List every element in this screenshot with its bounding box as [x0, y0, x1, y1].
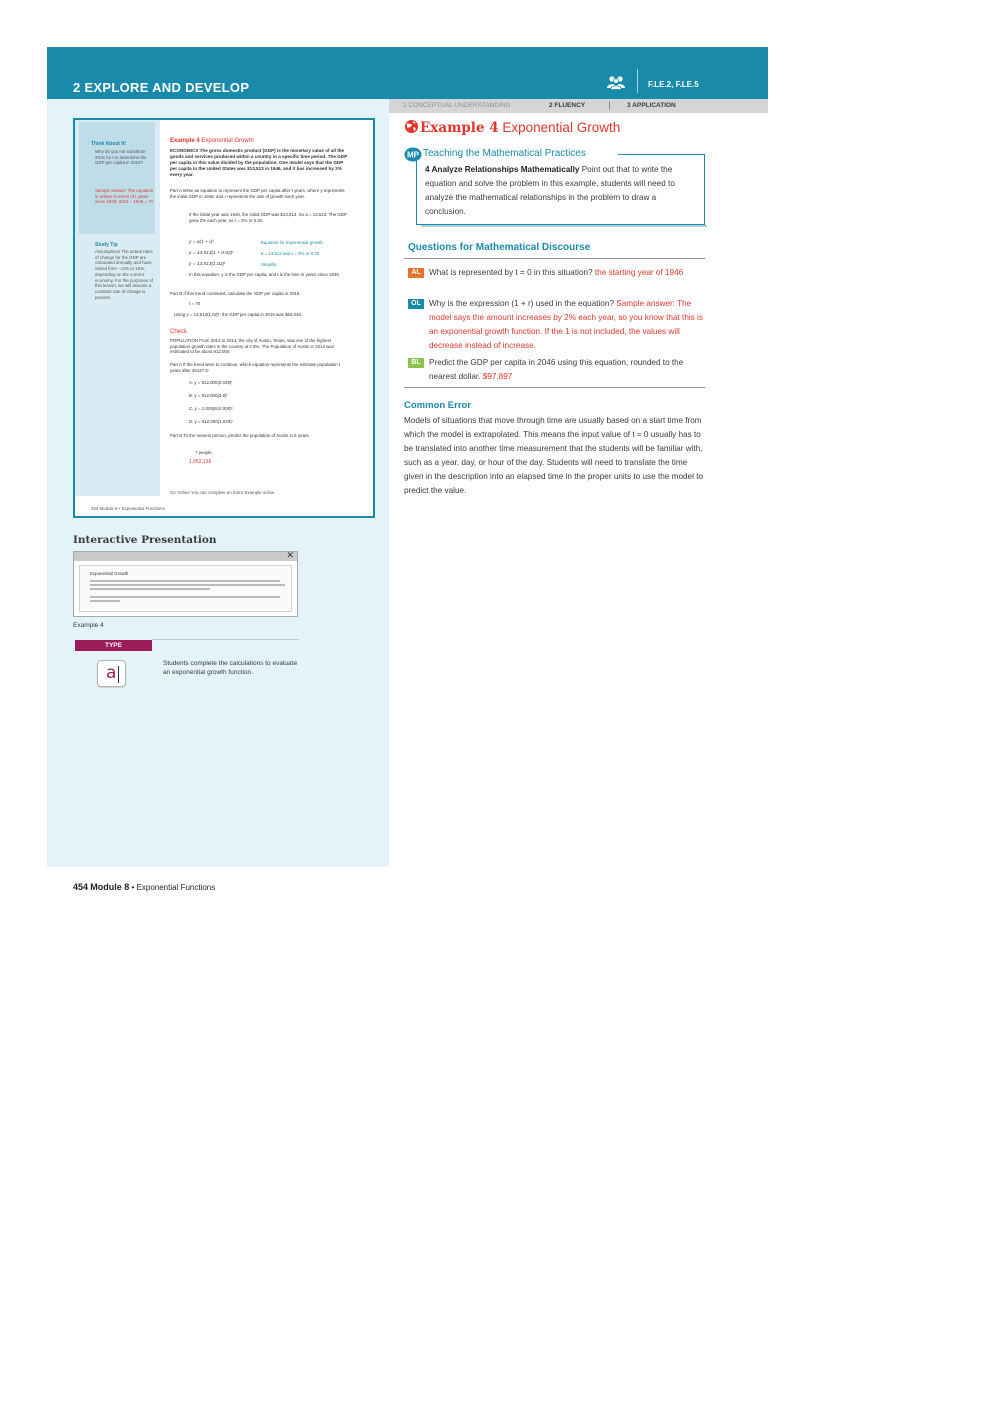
- thumb-using: Using y = 13,513(1.02)ᵗ, the GDP per capita in 2016 was $54,046.: [174, 312, 303, 317]
- discourse-question: Why is the expression (1 + r) used in the equation?: [429, 299, 615, 308]
- presentation-caption: Example 4: [73, 622, 104, 629]
- globe-icon: [404, 119, 419, 134]
- discourse-answer: the starting year of 1946: [594, 268, 684, 277]
- thumbnail-example-heading: [170, 138, 352, 144]
- tab-separator: [609, 101, 610, 110]
- discourse-bottom-rule: [404, 387, 705, 388]
- thumb-option-a: A. y = 912,000(0.029)ᵗ: [189, 380, 233, 385]
- common-error-title: Common Error: [404, 400, 472, 411]
- page-number: 454: [73, 882, 89, 892]
- thumb-footer: 454 Module 8 • Exponential Functions: [91, 506, 165, 511]
- teaching-practice-lead: 4 Analyze Relationships Mathematically: [425, 165, 580, 174]
- think-about-it-title: Think About It!: [91, 141, 127, 147]
- banner-divider: [637, 69, 638, 93]
- level-badge-ol: OL: [408, 299, 424, 309]
- study-tip-title: Study Tip: [95, 242, 118, 248]
- tab-fluency[interactable]: 2 FLUENCY: [549, 102, 586, 109]
- thumb-eq3: y = 13,513(1.02)ᵗ: [189, 262, 226, 267]
- discourse-title: Questions for Mathematical Discourse: [408, 242, 591, 253]
- thumb-example-title: Exponential Growth: [201, 138, 254, 144]
- discourse-top-rule: [404, 258, 705, 259]
- discourse-item-ol: [408, 297, 705, 353]
- type-description: Students complete the calculations to evaluate an exponential growth function.: [163, 660, 298, 677]
- section-title: 2 EXPLORE AND DEVELOP: [73, 80, 250, 95]
- preview-text-line: [90, 584, 285, 586]
- example-heading: [404, 119, 620, 136]
- discourse-answer: Sample answer: The model says the amount increases by 2% each year, so you know that this is an exponential growth function. If the 1 is not included, the values will decrease instead of increase.: [429, 299, 703, 350]
- thumbnail-sidebar: [75, 120, 160, 496]
- thumb-eq1-note: Equation for exponential growth: [261, 240, 323, 245]
- page-footer: [73, 882, 215, 892]
- thumb-part-b: Part B If this trend continued, calculate the GDP per capita in 2016.: [170, 291, 301, 296]
- preview-slide: [79, 565, 292, 612]
- rigor-tabs: [389, 99, 768, 113]
- thumb-part-a: Part A Write an equation to represent the GDP per capita after t years, where y represents the initial GDP in 1946, and r represents the rate of growth each year.: [170, 188, 345, 199]
- thumb-eq2: y = 13,513(1 + 0.02)ᵗ: [189, 251, 234, 256]
- thumb-population: POPULATION From 2013 to 2014, the city of Austin, Texas, saw one of the highest population growth rates in the country at 2.9%. The Population of Austin in 2014 was estimated to be about 912,000.: [170, 338, 334, 355]
- thumb-explain: In this equation, y is the GDP per capita, and t is the time in years since 1946.: [189, 272, 340, 277]
- thumb-eq2-note: a = 13,513 and r = 2% or 0.02: [261, 251, 320, 256]
- thumb-check-heading: Check: [170, 329, 188, 335]
- preview-slide-title: Exponential Growth: [90, 571, 129, 576]
- tab-application[interactable]: 3 APPLICATION: [627, 102, 676, 109]
- study-tip-body: Assumptions The actual rates of change for the GDP are calculated annually and have varied from −11% to 15%, depending on the current economy. For the purposes of this lesson, we will assume a constant rate of change is present.: [95, 249, 154, 300]
- thumb-option-b: B. y = 912,000(3.9)ᵗ: [189, 393, 228, 398]
- close-icon[interactable]: ✕: [286, 550, 294, 560]
- think-about-it-body: Why do you not substitute 2016 for t to determine the GDP per capita in 2016?: [95, 149, 147, 166]
- teaching-practice-text: Point out that to write the equation and solve the problem in this example, students will need to analyze the mathematical relationships in the problem to draw a conclusion.: [425, 165, 675, 216]
- tab-conceptual-understanding[interactable]: 1 CONCEPTUAL UNDERSTANDING: [403, 102, 511, 109]
- thumb-check-part-a: Part A If the trend were to continue, which equation represents the estimate population t years after 2014? D: [170, 362, 341, 373]
- teaching-practices-box: [404, 146, 705, 225]
- thumb-blank: ? people: [195, 450, 212, 455]
- people-group-icon: [606, 74, 626, 90]
- preview-text-line: [90, 600, 120, 602]
- thumb-check-part-b: Part B To the nearest person, predict the population of Austin in 5 years.: [170, 433, 310, 438]
- teaching-practices-heading: Teaching the Mathematical Practices: [423, 148, 586, 159]
- preview-text-line: [90, 580, 280, 582]
- discourse-item-bl: [408, 356, 705, 384]
- thumb-given: If the initial year was 1946, the initial GDP was $13,513. So a = 13,513. The GDP grew 2% each year, so r = 2% or 0.02.: [189, 212, 347, 223]
- thumb-intro: ECONOMICS The gross domestic product (GDP) is the monetary value of all the goods and services produced within a country in a specific time period. The GDP per capita in this value divided by the population. One model says that the GDP per capita in the United States was $13,513 in 1946, and it has increased by 2% every year.: [170, 148, 348, 177]
- example-label: Example 4: [420, 120, 499, 136]
- thumb-t-value: t = 70: [189, 301, 201, 306]
- think-sample-answer: Sample answer: The equation is written in terms of t years since 1946; 2016 − 1946 = 70.: [95, 188, 155, 205]
- thumb-example-label: Example 4: [170, 138, 200, 144]
- svg-text:MP: MP: [407, 150, 419, 160]
- module-label: Module 8: [90, 882, 130, 892]
- module-topic: • Exponential Functions: [131, 883, 216, 892]
- student-page-thumbnail: [73, 118, 375, 518]
- discourse-answer: $97,897: [482, 372, 513, 381]
- discourse-item-al: [408, 266, 705, 280]
- teaching-practices-body: [425, 163, 698, 219]
- thumb-go-online: Go Online You can complete an Extra Example online.: [170, 490, 276, 495]
- type-divider: [152, 639, 299, 640]
- discourse-question: What is represented by t = 0 in this situation?: [429, 268, 593, 277]
- standards-label: F.LE.2, F.LE.5: [648, 80, 699, 89]
- thumb-option-d: D. y = 912,000(1.029)ᵗ: [189, 419, 233, 424]
- section-banner: [47, 47, 768, 99]
- preview-text-line: [90, 588, 210, 590]
- preview-text-line: [90, 596, 280, 598]
- thumb-eq1: y = a(1 + r)ᵗ: [189, 240, 214, 245]
- think-box: [79, 122, 155, 234]
- example-title: Exponential Growth: [502, 120, 621, 135]
- thumb-option-c: C. y = 1.029(912,000)ᵗ: [189, 406, 233, 411]
- preview-title-bar: [74, 552, 297, 561]
- thumb-eq3-note: Simplify.: [261, 262, 278, 267]
- text-entry-icon: a: [97, 660, 126, 687]
- type-badge: TYPE: [75, 640, 152, 651]
- interactive-presentation-title: Interactive Presentation: [73, 534, 217, 546]
- presentation-preview[interactable]: [73, 551, 298, 617]
- common-error-body: Models of situations that move through time are usually based on a start time from which the model is extrapolated. This means the input value of t = 0 usually has to be translated into another time measurement that the students will be familiar with, such as a year, day, or hour of the day. Students will need to translate the time given in the description into an elapsed time in the proper units to use the model to predict the value.: [404, 416, 704, 495]
- level-badge-al: AL: [408, 268, 424, 278]
- discourse-question: Predict the GDP per capita in 2046 using this equation, rounded to the nearest dollar.: [429, 358, 684, 381]
- level-badge-bl: BL: [408, 358, 424, 368]
- thumb-answer: 1,052,136: [189, 459, 212, 465]
